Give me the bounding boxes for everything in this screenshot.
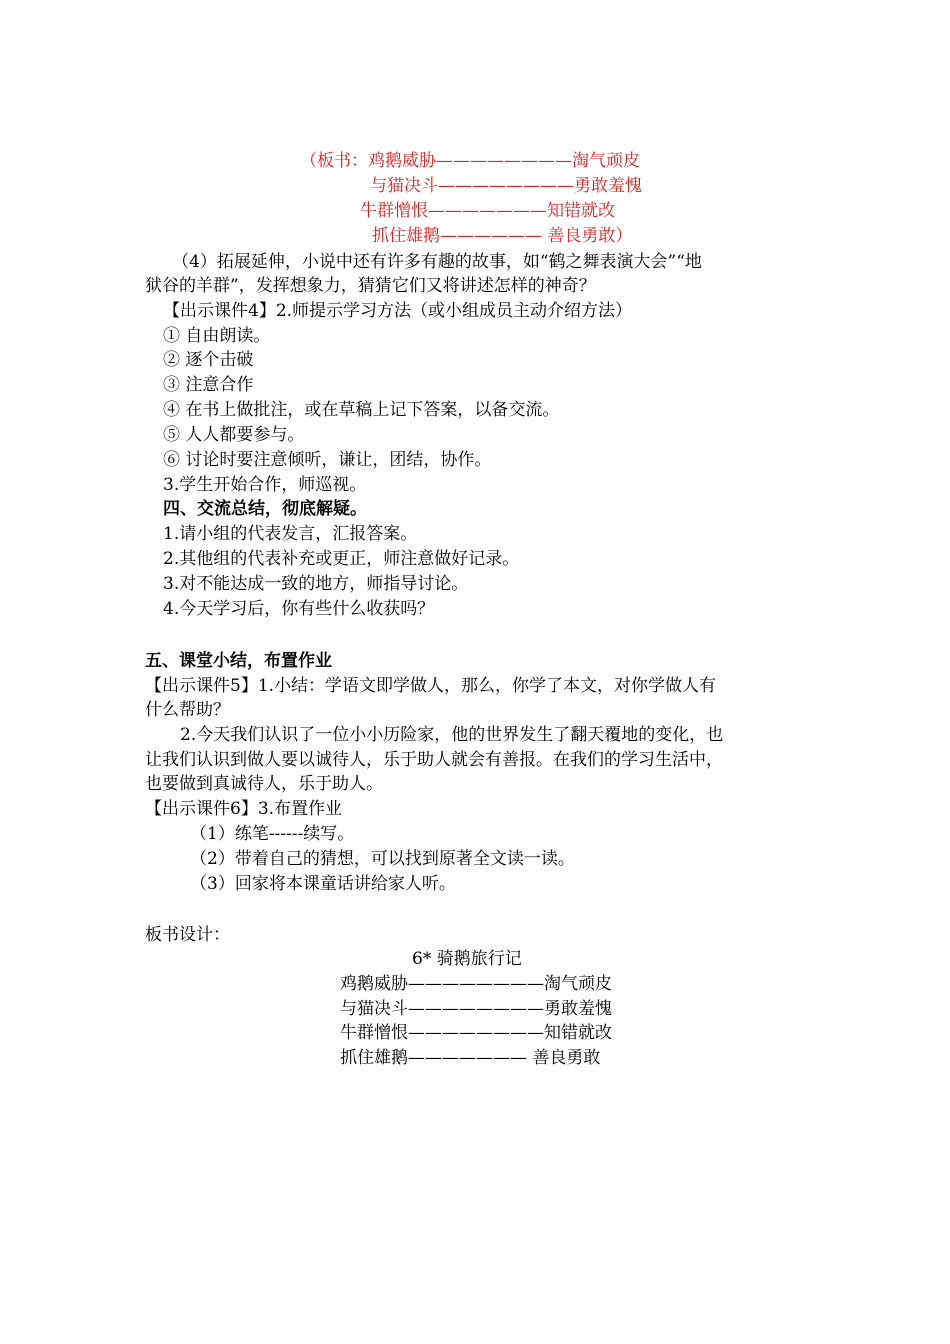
board-design-row-3: 牛群憎恨————————知错就改: [340, 1023, 612, 1043]
section-5-summary-line-2: 什么帮助？: [145, 700, 230, 720]
section-4-item-1: 1.请小组的代表发言，汇报答案。: [163, 524, 418, 544]
method-item-5: ⑤ 人人都要参与。: [163, 425, 305, 445]
board-design-row-1: 鸡鹅威胁————————淘气顽皮: [340, 974, 612, 994]
method-item-2: ② 逐个击破: [163, 350, 254, 370]
method-item-4: ④ 在书上做批注，或在草稿上记下答案，以备交流。: [163, 400, 560, 420]
section-4-heading: 四、交流总结，彻底解疑。: [163, 499, 367, 519]
banshu-red-line-1: （板书：鸡鹅威胁————————淘气顽皮: [300, 151, 640, 171]
section-5-para2-line-2: 让我们认识到做人要以诚待人，乐于助人就会有善报。在我们的学习生活中，: [145, 750, 723, 770]
section-4-item-4: 4.今天学习后，你有些什么收获吗？: [163, 599, 435, 619]
extension-line-2: 狱谷的羊群”，发挥想象力，猜猜它们又将讲述怎样的神奇？: [145, 276, 596, 296]
section-5-heading: 五、课堂小结，布置作业: [145, 651, 332, 671]
board-design-row-2: 与猫决斗————————勇敢羞愧: [340, 999, 612, 1019]
section-5-para2-line-1: 2.今天我们认识了一位小小历险家，他的世界发生了翻天覆地的变化，也: [180, 725, 724, 745]
courseware-4-line: 【出示课件4】2.师提示学习方法（或小组成员主动介绍方法）: [163, 301, 633, 321]
section-5-para2-line-3: 也要做到真诚待人，乐于助人。: [145, 774, 383, 794]
homework-item-3: （3）回家将本课童话讲给家人听。: [190, 874, 456, 894]
section-4-item-3: 3.对不能达成一致的地方，师指导讨论。: [163, 574, 469, 594]
section-5-summary-line-1: 【出示课件5】1.小结：学语文即学做人，那么，你学了本文，对你学做人有: [145, 676, 717, 696]
homework-item-1: （1）练笔------续写。: [190, 824, 355, 844]
board-design-label: 板书设计：: [145, 925, 230, 945]
board-design-title: 6* 骑鹅旅行记: [412, 949, 522, 969]
section-4-item-2: 2.其他组的代表补充或更正，师注意做好记录。: [163, 549, 520, 569]
method-item-3: ③ 注意合作: [163, 375, 254, 395]
homework-item-2: （2）带着自己的猜想，可以找到原著全文读一读。: [190, 849, 575, 869]
banshu-red-line-2: 与猫决斗————————勇敢羞愧: [370, 176, 642, 196]
banshu-red-line-4: 抓住雄鹅—————— 善良勇敢）: [372, 226, 633, 246]
courseware-6-line: 【出示课件6】3.布置作业: [145, 799, 343, 819]
banshu-red-line-3: 牛群憎恨———————知错就改: [360, 201, 615, 221]
extension-line-1: （4）拓展延伸，小说中还有许多有趣的故事，如“鹤之舞表演大会”“地: [172, 252, 702, 272]
method-item-1: ① 自由朗读。: [163, 326, 271, 346]
step-3-line: 3.学生开始合作，师巡视。: [163, 475, 367, 495]
method-item-6: ⑥ 讨论时要注意倾听，谦让，团结，协作。: [163, 450, 492, 470]
board-design-row-4: 抓住雄鹅——————— 善良勇敢: [340, 1048, 601, 1068]
